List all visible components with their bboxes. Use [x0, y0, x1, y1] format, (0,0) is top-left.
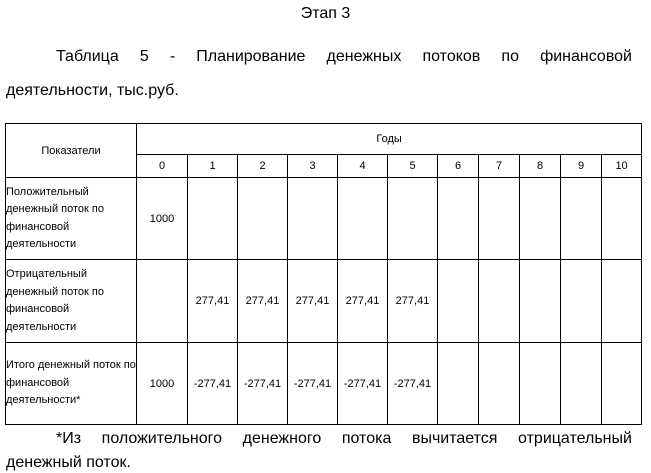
value-cell: [438, 343, 479, 425]
value-cell: [602, 178, 642, 260]
caption-word: по: [501, 48, 519, 65]
value-cell: [438, 260, 479, 343]
value-cell: [602, 343, 642, 425]
year-header-cell: 2: [238, 155, 288, 178]
footnote-word: вычитается: [411, 430, 498, 447]
value-cell: -277,41: [388, 343, 438, 425]
cash-flow-table: [5, 123, 642, 425]
value-cell: 1000: [137, 178, 188, 260]
value-cell: [479, 260, 520, 343]
value-cell: 277,41: [188, 260, 238, 343]
footnote-word: отрицательный: [518, 430, 632, 447]
footnote-word: денежного: [242, 430, 322, 447]
table-row: [6, 343, 642, 425]
caption-word: 5: [139, 48, 149, 65]
value-cell: -277,41: [288, 343, 338, 425]
year-header-cell: 9: [561, 155, 602, 178]
year-header-cell: 0: [137, 155, 188, 178]
year-header-cell: 6: [438, 155, 479, 178]
row-label: Итого денежный поток по финансовой деятельности*: [6, 343, 137, 425]
indicator-header: Показатели: [6, 124, 137, 178]
value-cell: [520, 343, 561, 425]
year-header-cell: 7: [479, 155, 520, 178]
value-cell: [388, 178, 438, 260]
year-header-cell: 4: [338, 155, 388, 178]
footnote-word: потока: [341, 430, 392, 447]
caption-word: Планирование: [196, 48, 306, 65]
table-caption-line1: [6, 47, 632, 67]
caption-word: финансовой: [540, 48, 632, 65]
value-cell: 277,41: [238, 260, 288, 343]
value-cell: [479, 178, 520, 260]
table-row: [6, 178, 642, 260]
footnote-word: положительного: [101, 430, 223, 447]
value-cell: 1000: [137, 343, 188, 425]
caption-word: -: [169, 48, 176, 65]
value-cell: [602, 260, 642, 343]
value-cell: [137, 260, 188, 343]
footnote-line1: [6, 429, 632, 449]
year-header-cell: 3: [288, 155, 338, 178]
table-body: [6, 178, 642, 425]
table-caption-line2: деятельности, тыс.руб.: [6, 82, 179, 99]
value-cell: [238, 178, 288, 260]
footnote-line2: денежный поток.: [6, 454, 131, 471]
value-cell: [288, 178, 338, 260]
value-cell: 277,41: [288, 260, 338, 343]
row-label: Отрицательный денежный поток по финансовой деятельности: [6, 260, 137, 343]
value-cell: [188, 178, 238, 260]
value-cell: [479, 343, 520, 425]
value-cell: 277,41: [338, 260, 388, 343]
year-header-cell: 10: [602, 155, 642, 178]
value-cell: [438, 178, 479, 260]
caption-word: Таблица: [56, 48, 119, 65]
year-header-cell: 8: [520, 155, 561, 178]
value-cell: [520, 178, 561, 260]
year-header-cell: 5: [388, 155, 438, 178]
value-cell: [520, 260, 561, 343]
year-header-cell: 1: [188, 155, 238, 178]
value-cell: -277,41: [188, 343, 238, 425]
table-row: [6, 260, 642, 343]
value-cell: [561, 260, 602, 343]
value-cell: [561, 343, 602, 425]
stage-title: Этап 3: [300, 5, 351, 22]
footnote-word: *Из: [56, 430, 82, 447]
row-label: Положительный денежный поток по финансовой деятельности: [6, 178, 137, 260]
value-cell: -277,41: [238, 343, 288, 425]
years-header: Годы: [137, 124, 642, 155]
value-cell: [338, 178, 388, 260]
value-cell: [561, 178, 602, 260]
caption-word: потоков: [422, 48, 481, 65]
value-cell: 277,41: [388, 260, 438, 343]
value-cell: -277,41: [338, 343, 388, 425]
caption-word: денежных: [326, 48, 402, 65]
